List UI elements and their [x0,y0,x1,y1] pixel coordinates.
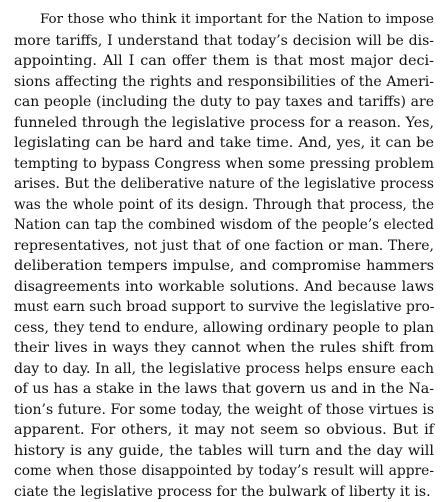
text-line: sions affecting the rights and responsibilities of the Ameri- [14,72,434,93]
text-line: arises. But the deliberative nature of the legislative process [14,174,434,195]
text-line: legislating can be hard and take time. And, yes, it can be [14,133,434,154]
text-line: tion’s future. For some today, the weight of those virtues is [14,400,434,421]
text-line: appointing. All I can offer them is that most major deci- [14,51,434,72]
text-line: was the whole point of its design. Through that process, the [14,195,434,216]
text-line: day to day. In all, the legislative process helps ensure each [14,359,434,380]
text-line: deliberation tempers impulse, and compromise hammers [14,256,434,277]
text-line: more tariffs, I understand that today’s decision will be dis- [14,31,434,52]
document-page [14,10,434,502]
text-line: ciate the legislative process for the bulwark of liberty it is. [14,482,434,502]
text-line: tempting to bypass Congress when some pressing problem [14,154,434,175]
text-line: must earn such broad support to survive the legislative pro- [14,297,434,318]
text-line: can people (including the duty to pay taxes and tariffs) are [14,92,434,113]
text-line: For those who think it important for the Nation to impose [14,10,434,31]
text-line: apparent. For others, it may not seem so obvious. But if [14,420,434,441]
text-line: their lives in ways they cannot when the rules shift from [14,338,434,359]
paragraph [14,10,434,502]
text-line: disagreements into workable solutions. And because laws [14,277,434,298]
text-line: history is any guide, the tables will turn and the day will [14,441,434,462]
text-line: funneled through the legislative process for a reason. Yes, [14,113,434,134]
text-line: Nation can tap the combined wisdom of the people’s elected [14,215,434,236]
text-line: of us has a stake in the laws that govern us and in the Na- [14,379,434,400]
text-line: cess, they tend to endure, allowing ordinary people to plan [14,318,434,339]
text-line: representatives, not just that of one faction or man. There, [14,236,434,257]
text-line: come when those disappointed by today’s result will appre- [14,461,434,482]
